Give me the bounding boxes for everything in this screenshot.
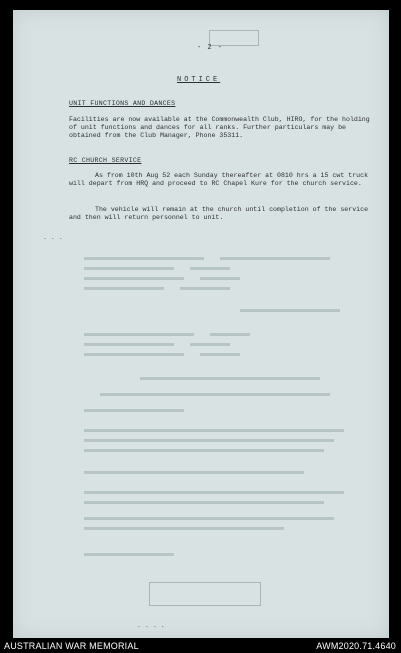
section-heading-unit-functions: UNIT FUNCTIONS AND DANCES [69, 100, 176, 107]
bottom-marks: . . . . [137, 622, 165, 629]
notice-title: NOTICE [177, 76, 221, 84]
footer-accession-number: AWM2020.71.4640 [316, 641, 396, 651]
footer-archive-name: AUSTRALIAN WAR MEMORIAL [4, 641, 139, 651]
section-paragraph-rc-church-2: The vehicle will remain at the church until completion of the service and then will return personnel to unit. [69, 206, 369, 222]
section-paragraph-rc-church-1: As from 10th Aug 52 each Sunday thereafter at 0810 hrs a 15 cwt truck will depart from HRQ and proceed to RC Chapel Kure for the church service. [69, 172, 369, 188]
bleed-through-text-block [53, 246, 353, 566]
margin-marks: . . . [43, 234, 63, 241]
page-number: - 2 - [197, 44, 224, 52]
bleed-through-stamp-bottom [149, 582, 261, 606]
document-page [13, 10, 389, 638]
bleed-through-lines [70, 253, 353, 566]
section-heading-rc-church: RC CHURCH SERVICE [69, 157, 142, 164]
section-paragraph-unit-functions: Facilities are now available at the Commonwealth Club, HIRO, for the holding of unit functions and dances for all ranks. Further particulars may be obtained from the Club Manager, Phone 35311. [69, 116, 370, 140]
